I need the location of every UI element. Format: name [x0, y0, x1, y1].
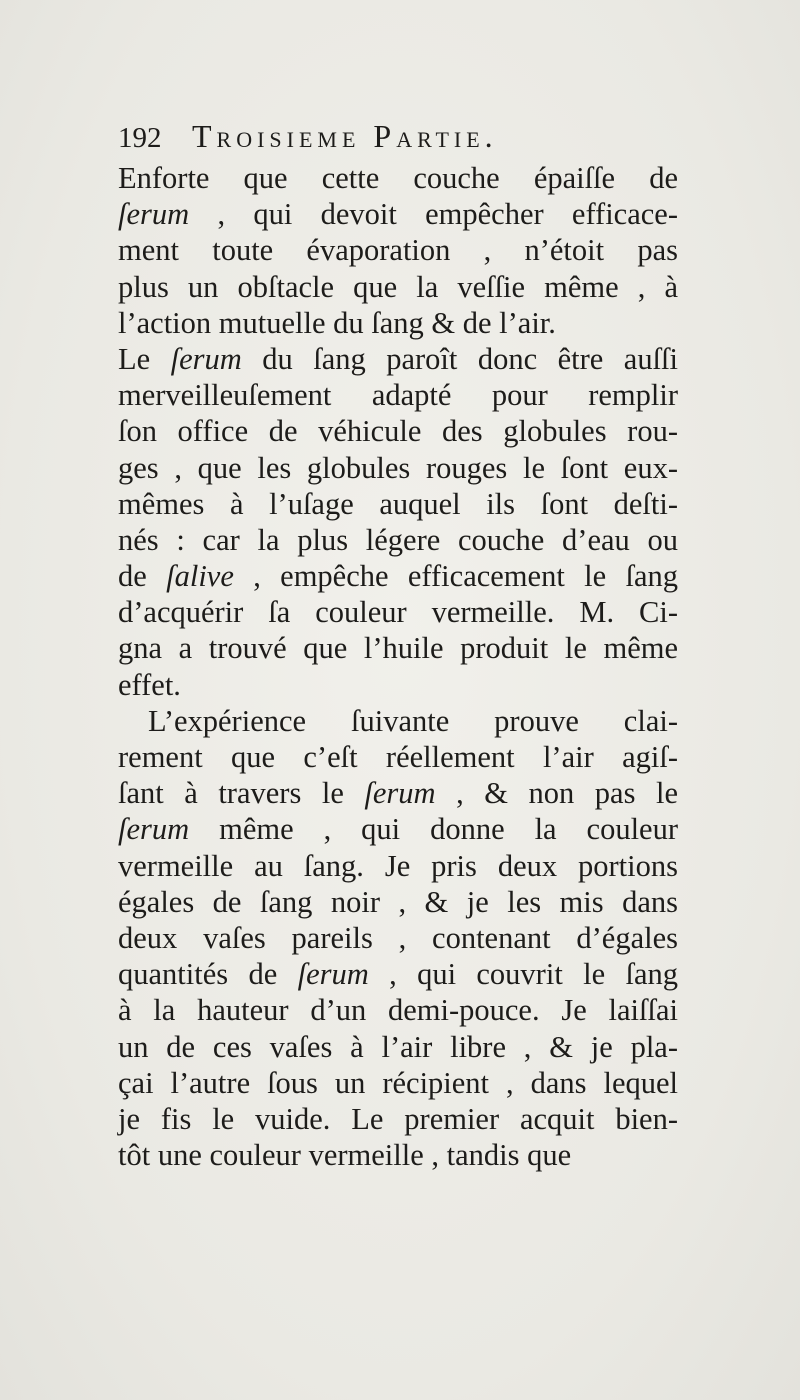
text-line	[118, 992, 678, 1028]
text-segment: plus un obſtacle que la veſſie même , à	[118, 269, 678, 304]
text-segment: nés : car la plus légere couche d’eau ou	[118, 522, 678, 557]
text-line	[118, 703, 678, 739]
text-segment: même , qui donne la couleur	[189, 812, 678, 847]
text-segment: gna a trouvé que l’huile produit le même	[118, 631, 678, 666]
text-segment: merveilleuſement adapté pour remplir	[118, 378, 678, 413]
italic-term: ſerum	[170, 341, 242, 376]
text-segment: rement que c’eſt réellement l’air agiſ-	[118, 740, 678, 774]
italic-term: ſerum	[364, 776, 436, 811]
text-segment: ſon office de véhicule des globules rou-	[118, 414, 678, 449]
text-line	[118, 196, 678, 232]
text-segment: ment toute évaporation , n’étoit pas	[118, 233, 678, 268]
text-segment: de	[118, 559, 167, 594]
text-line	[118, 739, 678, 775]
text-segment: tôt une couleur vermeille , tandis que	[118, 1138, 572, 1173]
text-line	[118, 956, 678, 992]
text-line	[118, 594, 678, 630]
text-line	[118, 305, 678, 341]
text-line	[118, 558, 678, 594]
running-head: Troisieme Partie.	[192, 118, 498, 154]
text-segment: à la hauteur d’un demi-pouce. Je laiſſai	[118, 993, 678, 1028]
text-line	[118, 775, 678, 811]
text-line	[118, 450, 678, 486]
text-segment: égales de ſang noir , & je les mis dans	[118, 884, 678, 919]
text-segment: deux vaſes pareils , contenant d’égales	[118, 920, 678, 955]
text-segment: effet.	[118, 667, 181, 702]
text-line	[118, 377, 678, 413]
text-line	[118, 848, 678, 884]
text-line	[118, 1029, 678, 1065]
text-segment: je fis le vuide. Le premier acquit bien-	[118, 1101, 678, 1136]
text-segment: Enforte que cette couche épaiſſe de	[118, 161, 678, 195]
text-line	[118, 1137, 678, 1173]
text-segment: , qui devoit empêcher efficace-	[189, 197, 678, 232]
text-segment: quantités de	[118, 957, 298, 992]
text-segment: d’acquérir ſa couleur vermeille. M. Ci-	[118, 595, 678, 630]
italic-term: ſerum	[118, 812, 190, 847]
text-segment: du ſang paroît donc être auſſi	[241, 341, 678, 376]
text-line	[118, 486, 678, 522]
text-line	[118, 884, 678, 920]
text-line	[118, 160, 678, 196]
page-header	[118, 118, 678, 162]
text-segment: , qui couvrit le ſang	[368, 957, 678, 992]
text-segment: mêmes à l’uſage auquel ils ſont deſti-	[118, 486, 678, 521]
text-line	[118, 522, 678, 558]
text-line	[118, 232, 678, 268]
text-segment: Le	[118, 341, 171, 376]
text-line	[118, 269, 678, 305]
text-line	[118, 920, 678, 956]
text-line	[118, 1101, 678, 1137]
text-segment: , & non pas le	[435, 776, 678, 811]
text-line	[118, 413, 678, 449]
text-segment: , empêche efficacement le ſang	[233, 559, 678, 594]
page-number: 192	[118, 122, 162, 154]
text-segment: ſant à travers le	[118, 776, 365, 811]
italic-term: ſerum	[297, 957, 369, 992]
italic-term: ſerum	[118, 197, 190, 232]
body-text	[118, 160, 678, 1173]
text-segment: ges , que les globules rouges le ſont eux-	[118, 450, 678, 485]
text-line	[118, 811, 678, 847]
text-line	[118, 630, 678, 666]
text-line	[118, 1065, 678, 1101]
text-segment: çai l’autre ſous un récipient , dans lequel	[118, 1065, 678, 1100]
italic-term: ſalive	[166, 559, 234, 594]
text-segment: vermeille au ſang. Je pris deux portions	[118, 848, 678, 883]
text-segment: un de ces vaſes à l’air libre , & je pla-	[118, 1029, 678, 1064]
text-segment: L’expérience ſuivante prouve clai-	[148, 703, 678, 738]
text-line	[118, 341, 678, 377]
text-segment: l’action mutuelle du ſang & de l’air.	[118, 305, 556, 340]
text-line	[118, 667, 678, 703]
